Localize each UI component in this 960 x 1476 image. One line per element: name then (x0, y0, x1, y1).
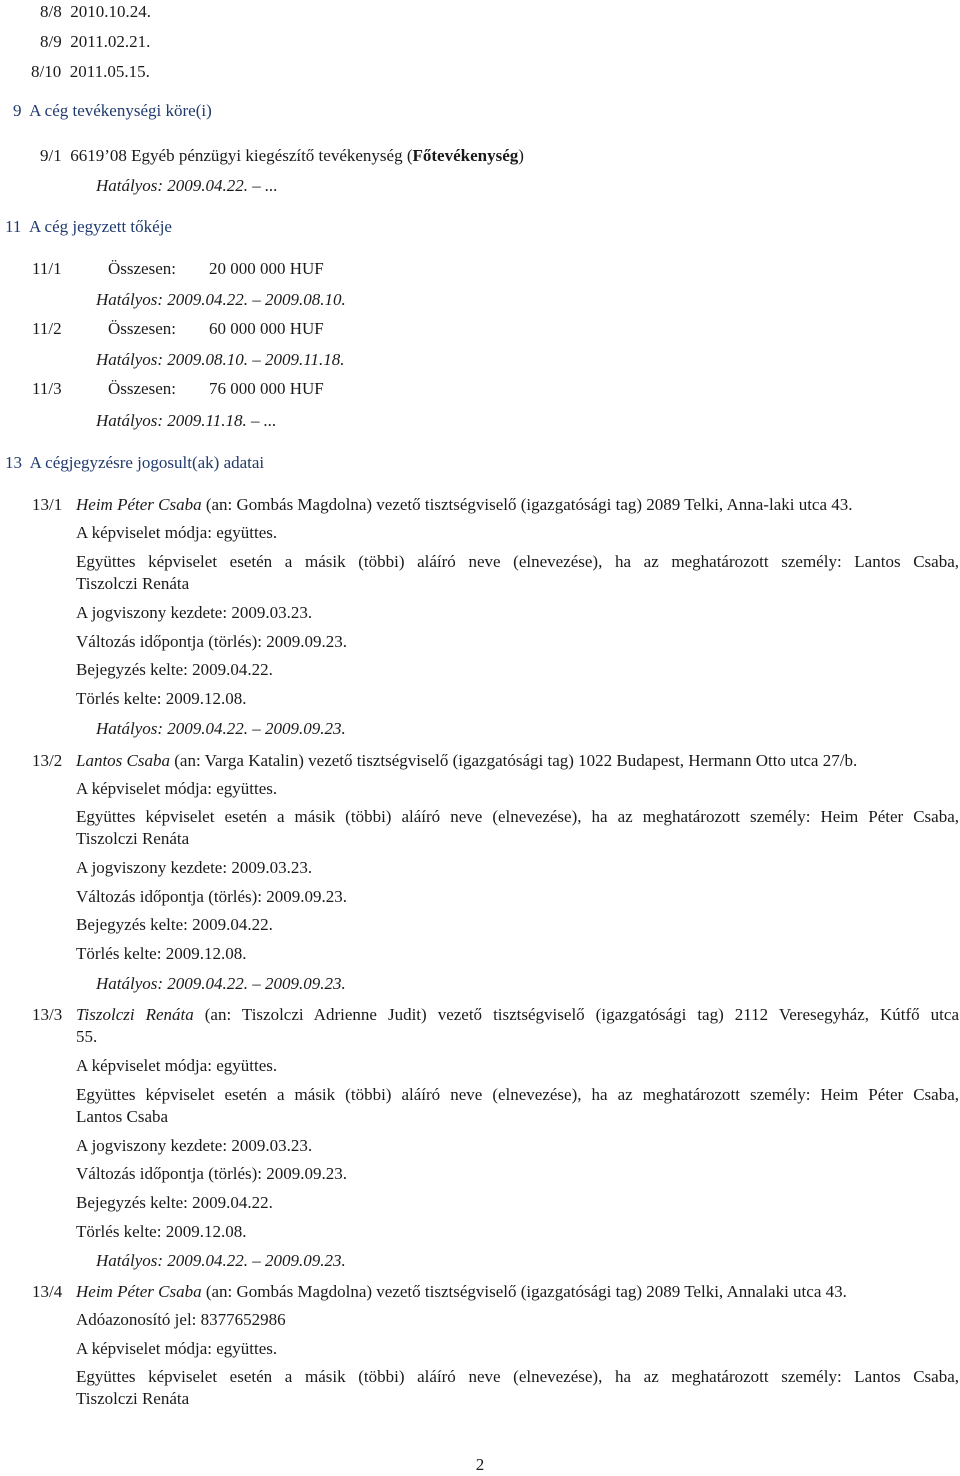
section-heading (13, 100, 212, 122)
validity-line: Hatályos: 2009.04.22. – 2009.09.23. (96, 719, 346, 738)
row-date: 2010.10.24. (70, 2, 151, 21)
representation-mode: A képviselet módja: együttes. (76, 523, 278, 542)
relationship-start: A jogviszony kezdete: 2009.03.23. (76, 858, 313, 877)
date-row (40, 31, 150, 53)
validity-line: Hatályos: 2009.04.22. – 2009.09.23. (96, 1251, 346, 1270)
row-date: 2011.05.15. (69, 62, 150, 81)
signatory-number: 13/2 (32, 751, 63, 770)
row-number: 8/9 (40, 32, 62, 51)
joint-representation: Együttes képviselet esetén a másik (többi) aláíró neve (elnevezése), ha az meghatározott személy: Heim Péter Csaba, (76, 807, 959, 826)
section-title: A cég tevékenységi köre(i) (29, 101, 212, 120)
relationship-start: A jogviszony kezdete: 2009.03.23. (76, 603, 313, 622)
change-date: Változás időpontja (törlés): 2009.09.23. (76, 887, 348, 906)
signatory-name: Heim Péter Csaba (76, 495, 202, 514)
validity-line: Hatályos: 2009.04.22. – 2009.09.23. (96, 974, 346, 993)
capital-label: Összesen: (108, 259, 176, 278)
item-number: 9/1 (40, 146, 62, 165)
date-row (31, 61, 150, 83)
joint-representation: Együttes képviselet esetén a másik (többi) aláíró neve (elnevezése), ha az meghatározott személy: Heim Péter Csaba, (76, 1085, 959, 1104)
deletion-date: Törlés kelte: 2009.12.08. (76, 944, 247, 963)
joint-representation: Együttes képviselet esetén a másik (többi) aláíró neve (elnevezése), ha az meghatározott személy: Lantos Csaba, (76, 552, 959, 571)
signatory-details: (an: Varga Katalin) vezető tisztségviselő (igazgatósági tag) 1022 Budapest, Hermann Otto utca 27/b. (174, 751, 858, 770)
deletion-date: Törlés kelte: 2009.12.08. (76, 689, 247, 708)
capital-row (32, 318, 62, 340)
row-number: 8/10 (31, 62, 62, 81)
signatory-number: 13/4 (32, 1282, 63, 1301)
entry-date: Bejegyzés kelte: 2009.04.22. (76, 1193, 273, 1212)
section-number: 9 (13, 101, 22, 120)
representation-mode: A képviselet módja: együttes. (76, 779, 278, 798)
deletion-date: Törlés kelte: 2009.12.08. (76, 1222, 247, 1241)
joint-representation-cont: Tiszolczi Renáta (76, 1389, 190, 1408)
date-row (40, 1, 151, 23)
signatory-line (76, 1004, 959, 1026)
capital-value: 76 000 000 HUF (209, 379, 324, 398)
section-heading (5, 216, 172, 238)
signatory-line (76, 494, 853, 516)
joint-representation-cont: Tiszolczi Renáta (76, 574, 190, 593)
validity-line: Hatályos: 2009.04.22. – ... (96, 176, 278, 195)
activity-row (40, 145, 524, 167)
signatory-name: Lantos Csaba (76, 751, 170, 770)
signatory-line (76, 750, 857, 772)
capital-value: 60 000 000 HUF (209, 319, 324, 338)
activity-text: 6619’08 Egyéb pénzügyi kiegészítő tevékenység ( (70, 146, 413, 165)
row-date: 2011.02.21. (70, 32, 151, 51)
section-number: 11 (5, 217, 22, 236)
section-number: 13 (5, 453, 22, 472)
capital-row (32, 258, 62, 280)
representation-mode: A képviselet módja: együttes. (76, 1339, 278, 1358)
signatory-details-cont: 55. (76, 1027, 98, 1046)
signatory-name: Heim Péter Csaba (76, 1282, 202, 1301)
item-number: 11/3 (32, 379, 62, 398)
section-heading (5, 452, 264, 474)
capital-label: Összesen: (108, 379, 176, 398)
joint-representation-cont: Tiszolczi Renáta (76, 829, 190, 848)
joint-representation: Együttes képviselet esetén a másik (többi) aláíró neve (elnevezése), ha az meghatározott személy: Lantos Csaba, (76, 1367, 959, 1386)
item-number: 11/1 (32, 259, 62, 278)
item-number: 11/2 (32, 319, 62, 338)
change-date: Változás időpontja (törlés): 2009.09.23. (76, 1164, 348, 1183)
validity-line: Hatályos: 2009.08.10. – 2009.11.18. (96, 350, 345, 369)
validity-line: Hatályos: 2009.04.22. – 2009.08.10. (96, 290, 346, 309)
capital-row (32, 378, 62, 400)
signatory-details: (an: Gombás Magdolna) vezető tisztségviselő (igazgatósági tag) 2089 Telki, Annalaki utca 43. (205, 1282, 847, 1301)
representation-mode: A képviselet módja: együttes. (76, 1056, 278, 1075)
signatory-number: 13/3 (32, 1005, 63, 1024)
main-activity-label: Főtevékenység (412, 146, 519, 165)
signatory-details: (an: Gombás Magdolna) vezető tisztségviselő (igazgatósági tag) 2089 Telki, Anna-laki utca 43. (205, 495, 853, 514)
signatory-details: (an: Tiszolczi Adrienne Judit) vezető tisztségviselő (igazgatósági tag) 2112 Veresegyház, Kútfő utca (204, 1005, 959, 1024)
entry-date: Bejegyzés kelte: 2009.04.22. (76, 660, 273, 679)
row-number: 8/8 (40, 2, 62, 21)
signatory-name: Tiszolczi Renáta (76, 1005, 194, 1024)
activity-close: ) (518, 146, 524, 165)
validity-line: Hatályos: 2009.11.18. – ... (96, 411, 277, 430)
entry-date: Bejegyzés kelte: 2009.04.22. (76, 915, 273, 934)
section-title: A cégjegyzésre jogosult(ak) adatai (29, 453, 265, 472)
change-date: Változás időpontja (törlés): 2009.09.23. (76, 632, 348, 651)
signatory-number: 13/1 (32, 495, 63, 514)
capital-label: Összesen: (108, 319, 176, 338)
capital-value: 20 000 000 HUF (209, 259, 324, 278)
tax-id: Adóazonosító jel: 8377652986 (76, 1310, 286, 1329)
page-number: 2 (475, 1455, 485, 1474)
signatory-line (76, 1281, 847, 1303)
relationship-start: A jogviszony kezdete: 2009.03.23. (76, 1136, 313, 1155)
section-title: A cég jegyzett tőkéje (28, 217, 172, 236)
joint-representation-cont: Lantos Csaba (76, 1107, 169, 1126)
